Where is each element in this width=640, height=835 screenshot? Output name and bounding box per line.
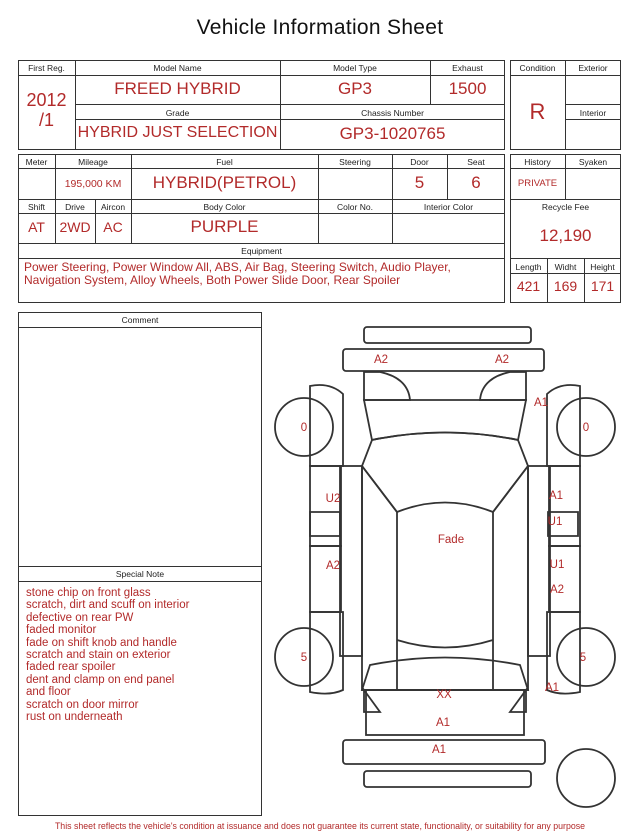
divider	[18, 566, 262, 567]
rear-bumper-mark: A1	[431, 744, 447, 756]
divider	[18, 213, 505, 214]
list-item: dent and clamp on end panel	[26, 673, 175, 686]
list-item: defective on rear PW	[26, 611, 134, 624]
divider	[18, 581, 262, 582]
front-bumper-left-mark: A2	[373, 354, 389, 366]
list-item: rust on underneath	[26, 711, 123, 724]
rear-windshield	[397, 640, 493, 648]
divider	[565, 104, 621, 105]
divider	[510, 273, 621, 274]
mileage-label: Mileage	[78, 157, 108, 167]
pillar-left	[362, 466, 397, 690]
left-window	[310, 512, 340, 536]
divider	[18, 258, 505, 259]
syaken-label: Syaken	[578, 157, 608, 167]
page-title: Vehicle Information Sheet	[196, 16, 444, 39]
list-item: scratch on door mirror	[26, 698, 139, 711]
body-color-label: Body Color	[203, 202, 246, 212]
seat-value: 6	[471, 173, 481, 192]
aircon-value: AC	[103, 219, 123, 235]
height-label: Height	[590, 262, 615, 272]
special-note-label: Special Note	[115, 569, 165, 579]
interior-color-label: Interior Color	[423, 202, 474, 212]
model-type-label: Model Type	[333, 63, 377, 73]
shift-value: AT	[28, 219, 45, 235]
left-front-door-mark: U2	[325, 493, 341, 505]
divider	[18, 199, 505, 200]
tire-rear-left-mark: 5	[300, 652, 308, 664]
right-rear-door-u-mark: U1	[549, 559, 565, 571]
chassis-label: Chassis Number	[361, 108, 424, 118]
shift-label: Shift	[27, 202, 45, 212]
first-reg-label: First Reg.	[28, 63, 65, 73]
tire-front-right-mark: 0	[582, 422, 590, 434]
right-rear-fender-mark: A1	[544, 682, 560, 694]
model-name-value: FREED HYBRID	[114, 79, 241, 98]
list-item: scratch and stain on exterior	[26, 649, 171, 662]
body-color-value: PURPLE	[190, 217, 259, 236]
exterior-label: Exterior	[578, 63, 608, 73]
condition-label: Condition	[519, 63, 556, 73]
back-door	[362, 658, 528, 691]
divider	[75, 104, 505, 105]
divider	[510, 258, 621, 259]
mileage-value: 195,000 KM	[64, 178, 122, 190]
chassis-value: GP3-1020765	[339, 124, 446, 143]
right-front-door-u-mark: U1	[547, 516, 563, 528]
exhaust-value: 1500	[448, 79, 487, 98]
steering-label: Steering	[339, 157, 371, 167]
list-item: and floor	[26, 686, 71, 699]
front-bumper-right-mark: A2	[494, 354, 510, 366]
fuel-label: Fuel	[216, 157, 233, 167]
door-label: Door	[410, 157, 429, 167]
left-fender-rear	[310, 612, 343, 694]
width-label: Widht	[554, 262, 577, 272]
length-label: Length	[515, 262, 542, 272]
right-front-door-a-mark: A1	[548, 490, 564, 502]
headlight-left	[364, 372, 410, 400]
list-item: scratch, dirt and scuff on interior	[26, 599, 190, 612]
equipment-label: Equipment	[241, 246, 282, 256]
divider	[565, 60, 566, 150]
divider	[18, 327, 262, 328]
back-door-mark: XX	[436, 689, 452, 701]
color-no-label: Color No.	[337, 202, 373, 212]
fuel-value: HYBRID(PETROL)	[152, 173, 297, 192]
roof-mark: Fade	[437, 534, 465, 546]
aircon-label: Aircon	[100, 202, 126, 212]
front-grille	[364, 327, 531, 343]
list-item: faded monitor	[26, 624, 97, 637]
divider	[75, 119, 505, 120]
recycle-fee-label: Recycle Fee	[541, 202, 590, 212]
seat-label: Seat	[467, 157, 485, 167]
divider	[565, 119, 621, 120]
grade-value: HYBRID JUST SELECTION	[77, 124, 278, 141]
history-label: History	[524, 157, 551, 167]
back-panel-mark: A1	[435, 717, 451, 729]
drive-value: 2WD	[59, 219, 91, 235]
rear-step	[364, 771, 531, 787]
left-rear-door	[310, 546, 341, 612]
exhaust-label: Exhaust	[452, 63, 483, 73]
car-damage-diagram	[268, 318, 628, 818]
right-front-door	[549, 466, 580, 546]
special-note-list	[26, 587, 189, 723]
left-front-door	[310, 466, 341, 546]
length-value: 421	[516, 278, 541, 294]
left-rear-door-mark: A2	[325, 560, 341, 572]
history-value: PRIVATE	[517, 178, 558, 189]
height-value: 171	[590, 278, 615, 294]
front-right-fender-mark: A1	[533, 397, 549, 409]
divider	[18, 243, 505, 244]
tire-rear-right-mark: 5	[579, 652, 587, 664]
list-item: stone chip on front glass	[26, 587, 151, 599]
recycle-fee-value: 12,190	[539, 226, 592, 245]
condition-grade-value: R	[529, 99, 546, 124]
divider	[18, 168, 505, 169]
door-value: 5	[414, 173, 425, 192]
pillar-right	[493, 466, 528, 690]
model-name-label: Model Name	[153, 63, 202, 73]
comment-label: Comment	[121, 315, 159, 325]
interior-label: Interior	[579, 108, 607, 118]
headlight-right	[480, 372, 526, 400]
model-type-value: GP3	[337, 79, 373, 98]
comment-box	[18, 312, 262, 816]
divider	[510, 199, 621, 200]
list-item: faded rear spoiler	[26, 661, 116, 674]
spare-tire-circle	[557, 749, 615, 807]
drive-label: Drive	[65, 202, 85, 212]
list-item: fade on shift knob and handle	[26, 636, 177, 649]
right-rear-door	[549, 546, 580, 612]
tire-front-left-mark: 0	[300, 422, 308, 434]
width-value: 169	[553, 278, 578, 294]
disclaimer-footer: This sheet reflects the vehicle's condition at issuance and does not guarantee its current state, functionality, or suitability for any purpose	[54, 821, 586, 831]
meter-label: Meter	[25, 157, 48, 167]
right-rear-door-a-mark: A2	[549, 584, 565, 596]
first-reg-value: 2012 /1	[26, 90, 67, 130]
grade-label: Grade	[165, 108, 190, 118]
divider	[18, 75, 505, 76]
equipment-value: Power Steering, Power Window All, ABS, Air Bag, Steering Switch, Audio Player, Navigation System, Alloy Wheels, Both Power Slide Door, Rear Spoiler	[24, 260, 451, 287]
hood	[364, 400, 526, 440]
